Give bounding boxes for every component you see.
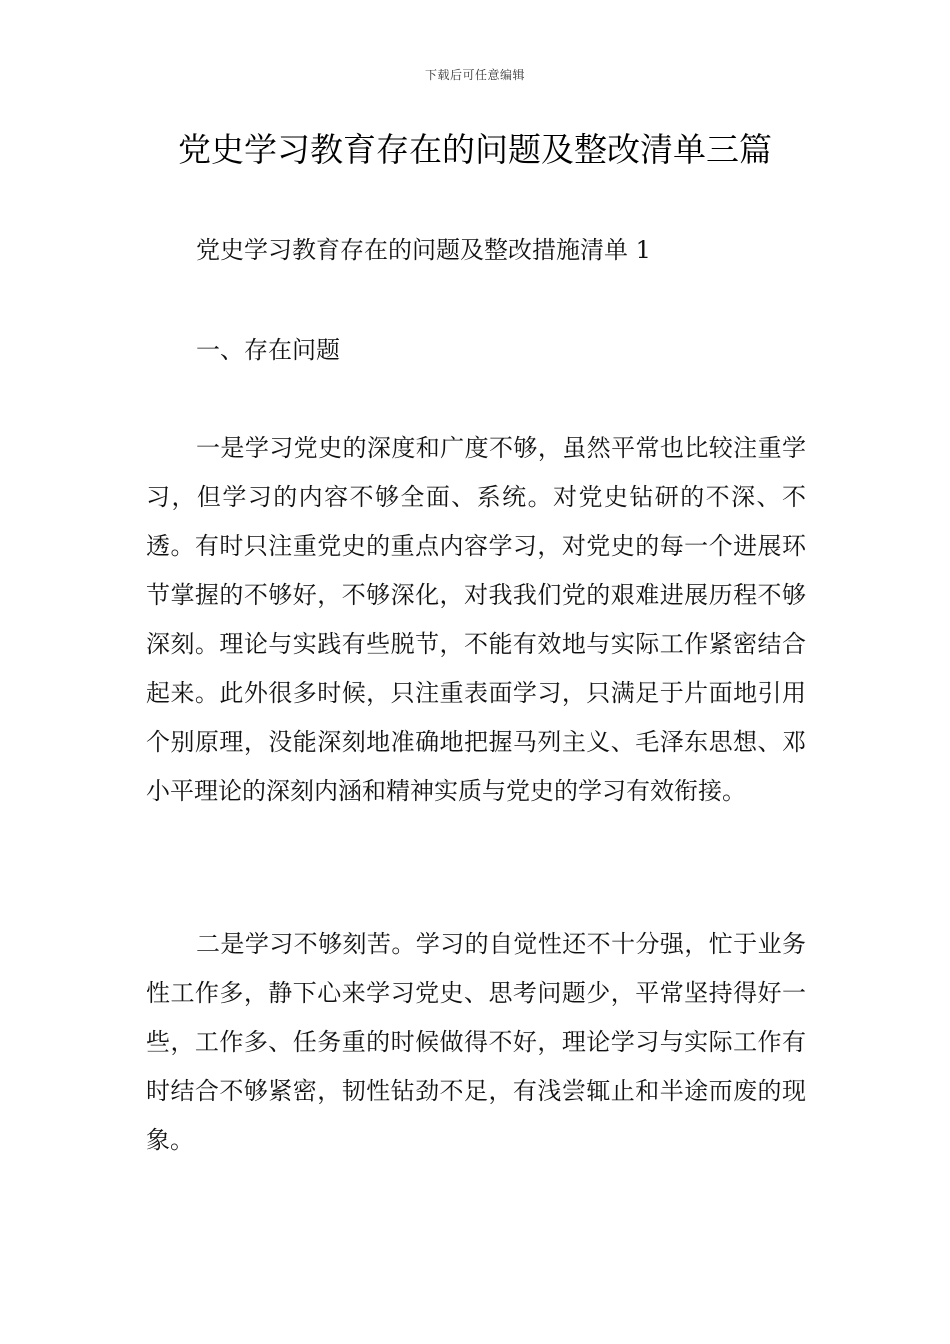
paragraph-1: 一是学习党史的深度和广度不够，虽然平常也比较注重学习，但学习的内容不够全面、系统。对党史钻研的不深、不透。有时只注重党史的重点内容学习，对党史的每一个进展环节掌握的不够好，不够深化，对我我们党的艰难进展历程不够深刻。理论与实践有些脱节，不能有效地与实际工作紧密结合起来。此外很多时候，只注重表面学习，只满足于片面地引用个别原理，没能深刻地准确地把握马列主义、毛泽东思想、邓小平理论的深刻内涵和精神实质与党史的学习有效衔接。 [146, 434, 806, 805]
document-subtitle: 党史学习教育存在的问题及整改措施清单 1 [196, 236, 651, 264]
header-note: 下载后可任意编辑 [424, 68, 525, 82]
section-heading: 一、存在问题 [196, 336, 340, 364]
document-title: 党史学习教育存在的问题及整改清单三篇 [178, 130, 772, 169]
paragraph-2: 二是学习不够刻苦。学习的自觉性还不十分强，忙于业务性工作多，静下心来学习党史、思考问题少，平常坚持得好一些，工作多、任务重的时候做得不好，理论学习与实际工作有时结合不够紧密，韧性钻劲不足，有浅尝辄止和半途而废的现象。 [146, 930, 806, 1154]
